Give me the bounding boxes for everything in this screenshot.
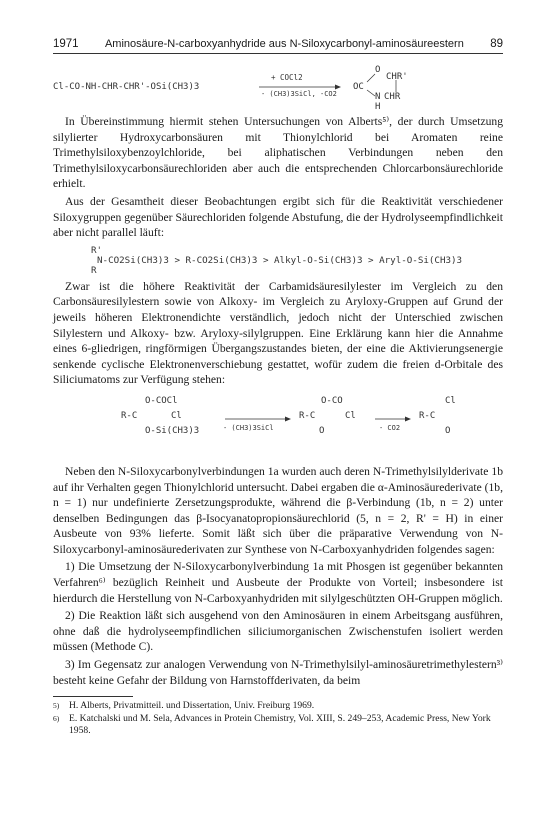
ring-h: H	[375, 102, 381, 112]
page	[53, 38, 503, 738]
paragraph-3: Zwar ist die höhere Reaktivität der Carbamidsäuresilylester im Vergleich zu den Carbonsäuresilylestern sowie von Alkoxy- im Vergleich zu Aryloxy-Gruppen auf Grund der jeweils höheren Elektronendichte verständlich, jedoch nicht der Unterschied zwischen Silylestern und Alkoxy- bzw. Aryloxy-silylgruppen. Eine Erklärung kann hier die Annahme eines 6-gliedrigen, ringförmigen Übergangszustandes bieten, der eine die Aktivierungsenergie senkende cyclische Elektronenverschiebung gestattet, wofür zudem die freien d-Orbitale des Siliciumatoms zur Verfügung stehen:	[53, 279, 503, 387]
prod-cl: Cl	[445, 395, 456, 406]
ts-cl: Cl	[171, 410, 182, 421]
reactivity-order	[53, 245, 503, 275]
scheme1-reactant: Cl-CO-NH-CHR-CHR'-OSi(CH3)3	[53, 82, 200, 92]
ring-bonds	[363, 70, 403, 102]
paragraph-4: Neben den N-Siloxycarbonylverbindungen 1a wurden auch deren N-Trimethylsilylderivate 1b auf ihr Verhalten gegen Thionylchlorid untersucht. Dabei ergaben die α-Aminosäurederivate (1b, n = 1) nur undefinierte Zersetzungsprodukte, während die β-Verbindung (1b, n = 2) unter denselben Bedingungen das β-Isocyanatopropionsäurechlorid (5, n = 2, R' = H) in einer Ausbeute von 93% lieferte. Somit läßt sich über die präparative Verwendung von N-Siloxycarbonyl-aminosäurederivaten zur Synthese von N-Carboxyanhydriden folgendes sagen:	[53, 464, 503, 556]
header-title: Aminosäure-N-carboxyanhydride aus N-Siloxycarbonyl-aminosäureestern	[104, 38, 464, 50]
footnote-6	[53, 713, 503, 738]
list-item-3: 3) Im Gegensatz zur analogen Verwendung von N-Trimethylsilyl-aminosäuretrimethylestern³⁾ besteht keine Gefahr der Bildung von Harnstoffderivaten, da beim	[53, 658, 503, 687]
ring-chr: CHR	[384, 92, 401, 102]
reaction-scheme-1	[53, 62, 503, 114]
scheme2-arrow-2	[375, 416, 411, 422]
order-r: R	[91, 264, 97, 276]
order-line: N-CO2Si(CH3)3 > R-CO2Si(CH3)3 > Alkyl-O-Si(CH3)3 > Aryl-O-Si(CH3)3	[97, 254, 463, 266]
ring-n: N	[375, 92, 381, 102]
header-year: 1971	[53, 38, 79, 50]
ts-o-cocl: O-COCl	[145, 395, 178, 406]
int-o-co: O-CO	[321, 395, 343, 406]
ring-oc: OC	[353, 82, 364, 92]
footnote-6-text: E. Katchalski und M. Sela, Advances in Protein Chemistry, Vol. XIII, S. 249–253, Academic Press, New York 1958.	[69, 712, 491, 737]
ts-r-c: R-C	[121, 410, 138, 421]
int-r-c: R-C	[299, 410, 316, 421]
ring-chr-prime: CHR'	[386, 72, 408, 82]
paragraph-1: In Übereinstimmung hiermit stehen Untersuchungen von Alberts⁵⁾, der durch Umsetzung silylierter Hydroxycarbonsäuren mit Thionylchlorid bei Aromaten reine Trimethylsiloxybenzoylchloride, bei aliphatischen Verbindungen neben den Trimethylsiloxycarbonsäurechloriden aber auch die entsprechenden Chlorcarbonsäurechloride erhielt.	[53, 115, 503, 191]
ts-o-si: O-Si(CH3)3	[145, 425, 200, 436]
footnote-5-number: 5)	[53, 701, 60, 711]
footnote-5	[53, 700, 503, 713]
list-item-1: 1) Die Umsetzung der N-Siloxycarbonylverbindung 1a mit Phosgen ist gegenüber bekannten Verfahren⁶⁾ bezüglich Reinheit und Ausbeute der Produkte von Vorteil; insbesondere ist hierdurch die Herstellung von N-Carboxyanhydriden mit silylgeschützten OH-Gruppen möglich.	[53, 560, 503, 605]
scheme2-arrow-1-label: - (CH3)3SiCl	[223, 423, 274, 432]
list-item-2: 2) Die Reaktion läßt sich ausgehend von den Aminosäuren in einem Arbeitsgang ausführen, ohne daß die hydrolyseempfindlichen siliciumorganischen Zwischenstufen isoliert werden müssen (Methode C).	[53, 609, 503, 654]
scheme1-reagent-top: + COCl2	[271, 73, 303, 82]
int-o: O	[319, 425, 325, 436]
footnote-6-number: 6)	[53, 713, 60, 723]
order-r-prime: R'	[91, 244, 103, 256]
prod-o: O	[445, 425, 451, 436]
scheme2-arrow-2-label: - CO2	[379, 423, 401, 432]
reaction-scheme-2	[53, 392, 503, 462]
scheme2-arrow-1	[225, 416, 291, 422]
int-cl: Cl	[345, 410, 356, 421]
footnote-5-text: H. Alberts, Privatmitteil. und Dissertation, Univ. Freiburg 1969.	[69, 700, 315, 712]
scheme1-reagent-bottom: - (CH3)3SiCl, -CO2	[261, 90, 337, 98]
ring-o: O	[375, 65, 381, 75]
page-number: 89	[490, 38, 503, 50]
paragraph-2: Aus der Gesamtheit dieser Beobachtungen ergibt sich für die Reaktivität verschiedener Siloxygruppen gegenüber Säurechloriden folgende Abstufung, die der Hydrolyseempfindlichkeit aber nicht parallel läuft:	[53, 194, 503, 240]
prod-r-c: R-C	[419, 410, 436, 421]
footnote-rule	[53, 696, 133, 697]
running-header	[53, 38, 503, 54]
